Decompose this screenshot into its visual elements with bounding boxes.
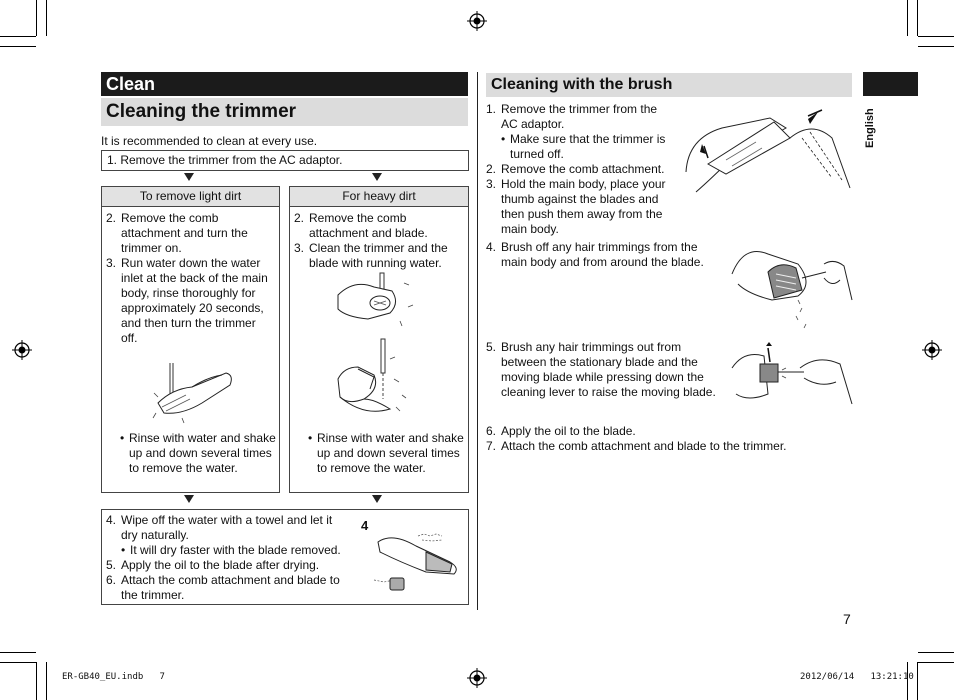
crop-mark — [0, 662, 36, 663]
crop-mark — [918, 36, 954, 37]
cleaning-lever-illustration — [730, 344, 854, 420]
brush-steps-1-3 — [486, 102, 676, 237]
registration-mark-icon — [12, 340, 32, 360]
footer-datetime: 2012/06/14 13:21:10 — [800, 672, 914, 682]
intro-text: It is recommended to clean at every use. — [101, 134, 318, 148]
light-dirt-heading: To remove light dirt — [102, 187, 279, 207]
section-title-cleaning-brush: Cleaning with the brush — [486, 73, 852, 97]
list-item: 2. Remove the comb attachment and turn the trimmer on. — [106, 211, 248, 255]
language-tab-label: English — [864, 108, 876, 148]
brushing-body-illustration — [728, 244, 854, 332]
list-item: 4. Wipe off the water with a towel and let it dry naturally. • It will dry faster with the blade removed. — [106, 513, 351, 558]
registration-mark-icon — [922, 340, 942, 360]
final-bullet: • It will dry faster with the blade removed. — [121, 543, 341, 557]
step1-text: 1. Remove the trimmer from the AC adaptor. — [107, 153, 343, 167]
language-tab — [863, 72, 918, 96]
list-item: 4. Brush off any hair trimmings from the main body and from around the blade. — [486, 240, 704, 269]
heavy-dirt-bullet: • Rinse with water and shake up and down several times to remove the water. — [308, 431, 464, 475]
crop-mark — [918, 46, 954, 47]
flow-arrow — [184, 173, 194, 181]
crop-mark — [0, 36, 36, 37]
column-divider — [477, 72, 478, 610]
crop-mark — [36, 662, 37, 700]
list-item: 5. Apply the oil to the blade after drying. — [106, 558, 320, 572]
crop-mark — [36, 0, 37, 36]
crop-mark — [917, 0, 918, 36]
flow-arrow — [372, 173, 382, 181]
list-item: 3. Clean the trimmer and the blade with running water. — [294, 241, 448, 270]
crop-mark — [917, 662, 918, 700]
list-item: 6. Apply the oil to the blade. — [486, 424, 636, 438]
section-title-clean: Clean — [101, 72, 468, 96]
registration-mark-icon — [467, 668, 487, 688]
crop-mark — [46, 662, 47, 700]
brush-step-5 — [486, 340, 726, 400]
light-dirt-bullet: • Rinse with water and shake up and down several times to remove the water. — [120, 431, 276, 475]
crop-mark — [46, 0, 47, 36]
list-item: 7. Attach the comb attachment and blade to the trimmer. — [486, 439, 787, 453]
final-steps — [106, 513, 351, 603]
final-steps-box — [101, 509, 469, 605]
heavy-dirt-steps — [294, 211, 464, 271]
crop-mark — [0, 652, 36, 653]
list-item: 3. Run water down the water inlet at the back of the main body, rinse thoroughly for approximately 20 seconds, and then turn the trimmer off. — [106, 256, 268, 345]
brush-steps-6-7 — [486, 424, 846, 454]
rinsing-trimmer-illustration — [152, 363, 237, 425]
list-item: 1. Remove the trimmer from the AC adaptor. • Make sure that the trimmer is turned off. — [486, 102, 676, 162]
brush-step1-bullet: • Make sure that the trimmer is turned off. — [501, 132, 666, 161]
page-number: 7 — [843, 611, 851, 627]
heavy-dirt-box — [289, 186, 469, 493]
subsection-title-cleaning-trimmer: Cleaning the trimmer — [101, 98, 468, 126]
light-dirt-box — [101, 186, 280, 493]
light-dirt-steps — [106, 211, 274, 346]
list-item: 3. Hold the main body, place your thumb against the blades and then push them away from the main body. — [486, 177, 666, 236]
heavy-dirt-heading: For heavy dirt — [290, 187, 468, 207]
removing-blade-illustration — [682, 108, 854, 194]
list-item: 5. Brush any hair trimmings out from between the stationary blade and the moving blade while pressing down the cleaning lever to raise the moving blade. — [486, 340, 716, 399]
step1-box — [101, 150, 469, 171]
registration-mark-icon — [467, 11, 487, 31]
flow-arrow — [372, 495, 382, 503]
crop-mark — [918, 652, 954, 653]
crop-mark — [918, 662, 954, 663]
washing-trimmer-illustration — [334, 339, 424, 421]
crop-mark — [0, 46, 36, 47]
crop-mark — [907, 0, 908, 36]
drying-trimmer-illustration — [370, 528, 466, 598]
washing-blade-illustration — [334, 273, 424, 329]
list-item: 6. Attach the comb attachment and blade to the trimmer. — [106, 573, 340, 602]
footer-file-info: ER-GB40_EU.indb 7 — [62, 672, 165, 682]
figure-label: 4 — [361, 518, 369, 533]
brush-step-4 — [486, 240, 722, 270]
flow-arrow — [184, 495, 194, 503]
list-item: 2. Remove the comb attachment. — [486, 162, 665, 176]
list-item: 2. Remove the comb attachment and blade. — [294, 211, 428, 240]
